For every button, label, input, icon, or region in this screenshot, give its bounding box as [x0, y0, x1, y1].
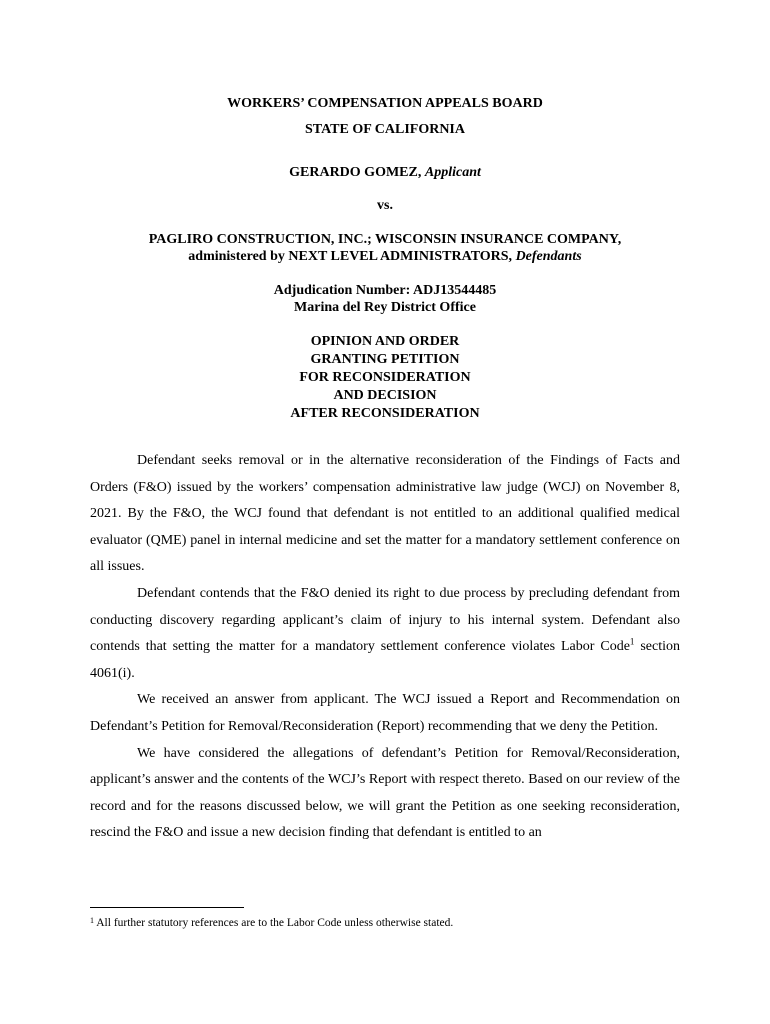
- footnote-mark: 1: [90, 916, 94, 925]
- paragraph: Defendant seeks removal or in the alternative reconsideration of the Findings of Facts and Orders (F&O) issued by the workers’ compensation administrative law judge (WCJ) on November 8, 2021. By the F&O, the WCJ found that defendant is not entitled to an additional qualified medical evaluator (QME) panel in internal medicine and set the matter for a mandatory settlement conference on all issues.: [90, 453, 680, 575]
- document-title-line-3: FOR RECONSIDERATION: [299, 370, 471, 385]
- versus: vs.: [377, 198, 393, 213]
- paragraph-text-continued: section 4061(i).: [90, 639, 681, 681]
- board-name: WORKERS’ COMPENSATION APPEALS BOARD: [227, 96, 543, 111]
- document-title-line-4: AND DECISION: [333, 388, 437, 403]
- adjudication-number: Adjudication Number: ADJ13544485: [273, 283, 497, 298]
- document-title-line-1: OPINION AND ORDER: [310, 334, 460, 349]
- footnote: [90, 916, 690, 930]
- document-title-line-5: AFTER RECONSIDERATION: [290, 406, 480, 421]
- opinion-body: [90, 448, 680, 847]
- paragraph-text: Defendant contends that the F&O denied its right to due process by precluding defendant from conducting discovery regarding applicant’s claim of injury to his internal system. Defendant also contends that setting the matter for a mandatory settlement conference violates Labor Code: [90, 585, 680, 655]
- paragraph: [90, 581, 680, 687]
- footnote-text: All further statutory references are to the Labor Code unless otherwise stated.: [96, 917, 454, 929]
- footnote-divider: [90, 907, 244, 908]
- document-title-line-2: GRANTING PETITION: [310, 352, 460, 367]
- paragraph: We received an answer from applicant. The WCJ issued a Report and Recommendation on Defendant’s Petition for Removal/Reconsideration (Report) recommending that we deny the Petition.: [90, 692, 680, 734]
- defendants-line-1: PAGLIRO CONSTRUCTION, INC.; WISCONSIN INSURANCE COMPANY,: [148, 232, 622, 247]
- defendants-role: Defendants: [515, 249, 582, 264]
- footnote-reference: 1: [629, 636, 635, 647]
- defendants-administrator: administered by NEXT LEVEL ADMINISTRATORS,: [188, 249, 513, 264]
- applicant-role: Applicant: [424, 165, 481, 180]
- state-name: STATE OF CALIFORNIA: [305, 122, 465, 137]
- paragraph: We have considered the allegations of defendant’s Petition for Removal/Reconsideration, applicant’s answer and the contents of the WCJ’s Report with respect thereto. Based on our review of the record and for the reasons discussed below, we will grant the Petition as one seeking reconsideration, rescind the F&O and issue a new decision finding that defendant is entitled to an: [90, 745, 680, 841]
- applicant-name: GERARDO GOMEZ,: [289, 165, 422, 180]
- district-office: Marina del Rey District Office: [294, 300, 476, 315]
- defendants-line-2: [0, 248, 770, 265]
- applicant-line: [0, 164, 770, 181]
